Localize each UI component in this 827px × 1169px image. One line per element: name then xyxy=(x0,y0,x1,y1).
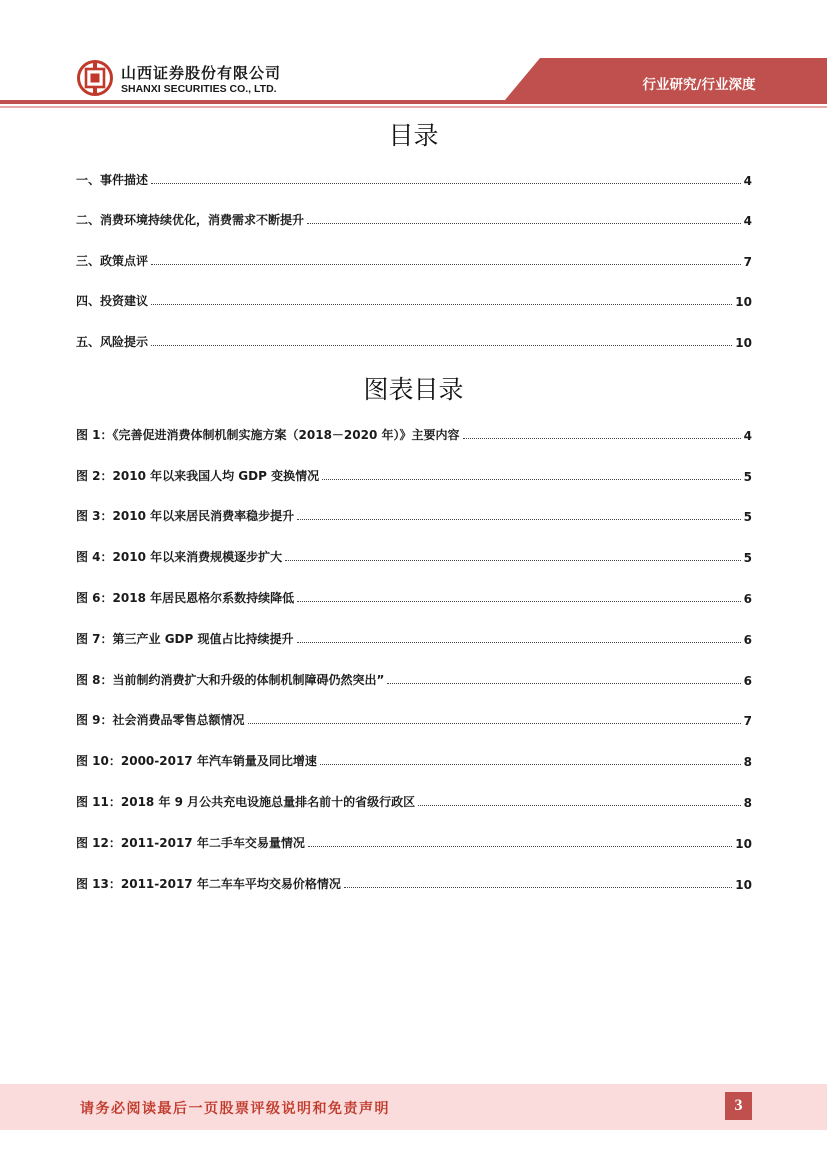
toc-item-page: 7 xyxy=(743,255,752,269)
toc-leader-dots xyxy=(307,222,741,224)
toc-item-page: 4 xyxy=(743,174,752,188)
toc-leader-dots xyxy=(418,804,740,806)
toc-item-label: 四、投资建议 xyxy=(76,294,149,308)
toc-leader-dots xyxy=(297,600,741,602)
page-header xyxy=(0,0,827,112)
figure-item-page: 4 xyxy=(743,429,752,443)
figure-item-label: 图 4：2010 年以来消费规模逐步扩大 xyxy=(76,550,283,564)
figure-item[interactable] xyxy=(76,833,752,851)
figure-item-label: 图 13：2011-2017 年二车车平均交易价格情况 xyxy=(76,877,341,891)
toc-leader-dots xyxy=(322,478,741,480)
figure-item-label: 图 7：第三产业 GDP 现值占比持续提升 xyxy=(76,632,294,646)
figure-item-page: 7 xyxy=(743,714,752,728)
toc-leader-dots xyxy=(344,886,732,888)
toc-leader-dots xyxy=(308,845,732,847)
header-divider xyxy=(0,100,827,104)
toc-item-label: 一、事件描述 xyxy=(76,173,149,187)
figure-item-page: 6 xyxy=(743,633,752,647)
toc-item-page: 4 xyxy=(743,214,752,228)
figure-item-label: 图 12：2011-2017 年二手车交易量情况 xyxy=(76,836,305,850)
figure-item[interactable] xyxy=(76,425,752,443)
page-number: 3 xyxy=(725,1092,752,1120)
toc-leader-dots xyxy=(151,263,741,265)
report-category: 行业研究/行业深度 xyxy=(642,77,756,93)
toc-leader-dots xyxy=(151,182,741,184)
figure-item-label: 图 10：2000-2017 年汽车销量及同比增速 xyxy=(76,754,317,768)
figure-item[interactable] xyxy=(76,751,752,769)
toc-leader-dots xyxy=(248,722,741,724)
toc-leader-dots xyxy=(463,437,741,439)
figure-item[interactable] xyxy=(76,506,752,524)
figure-item-page: 6 xyxy=(743,674,752,688)
toc-item[interactable] xyxy=(76,251,752,269)
company-name-en: SHANXI SECURITIES CO., LTD. xyxy=(121,83,277,95)
toc-leader-dots xyxy=(387,682,740,684)
toc-item[interactable] xyxy=(76,170,752,188)
toc-leader-dots xyxy=(297,518,741,520)
figure-item[interactable] xyxy=(76,670,752,688)
shanxi-securities-logo-icon xyxy=(77,60,113,96)
figure-item[interactable] xyxy=(76,466,752,484)
figure-item-label: 图 8：当前制约消费扩大和升级的体制机制障碍仍然突出” xyxy=(76,673,385,687)
figure-item[interactable] xyxy=(76,792,752,810)
figure-item-page: 8 xyxy=(743,755,752,769)
figure-item-label: 图 2：2010 年以来我国人均 GDP 变换情况 xyxy=(76,469,320,483)
figure-item-page: 6 xyxy=(743,592,752,606)
toc-item[interactable] xyxy=(76,210,752,228)
figure-item-label: 图 3：2010 年以来居民消费率稳步提升 xyxy=(76,509,295,523)
figure-item-page: 5 xyxy=(743,470,752,484)
toc-title: 目录 xyxy=(388,121,439,150)
figure-item-page: 5 xyxy=(743,551,752,565)
toc-leader-dots xyxy=(285,559,741,561)
toc-item[interactable] xyxy=(76,291,752,309)
figure-item-page: 10 xyxy=(735,837,752,851)
figure-item[interactable] xyxy=(76,710,752,728)
figures-title: 图表目录 xyxy=(363,375,464,404)
figure-item-page: 10 xyxy=(735,878,752,892)
disclaimer-note: 请务必阅读最后一页股票评级说明和免责声明 xyxy=(80,1101,390,1117)
toc-leader-dots xyxy=(151,344,732,346)
figure-item-label: 图 1：《完善促进消费体制机制实施方案（2018－2020 年）》主要内容 xyxy=(76,428,460,442)
figure-item-label: 图 9：社会消费品零售总额情况 xyxy=(76,713,245,727)
toc-item-page: 10 xyxy=(735,336,752,350)
toc-item-page: 10 xyxy=(735,295,752,309)
figure-item-page: 8 xyxy=(743,796,752,810)
figure-item[interactable] xyxy=(76,588,752,606)
toc-item-label: 三、政策点评 xyxy=(76,254,149,268)
company-name-cn: 山西证券股份有限公司 xyxy=(121,64,282,82)
toc-leader-dots xyxy=(151,303,732,305)
figure-item[interactable] xyxy=(76,874,752,892)
figure-item-page: 5 xyxy=(743,510,752,524)
figure-item[interactable] xyxy=(76,547,752,565)
toc-item-label: 五、风险提示 xyxy=(76,335,149,349)
toc-leader-dots xyxy=(297,641,741,643)
figure-item-label: 图 6：2018 年居民恩格尔系数持续降低 xyxy=(76,591,295,605)
toc-leader-dots xyxy=(320,763,741,765)
figure-item[interactable] xyxy=(76,629,752,647)
toc-item-label: 二、消费环境持续优化，消费需求不断提升 xyxy=(76,213,305,227)
figure-item-label: 图 11：2018 年 9 月公共充电设施总量排名前十的省级行政区 xyxy=(76,795,416,809)
toc-item[interactable] xyxy=(76,332,752,350)
header-divider-light xyxy=(0,106,827,108)
